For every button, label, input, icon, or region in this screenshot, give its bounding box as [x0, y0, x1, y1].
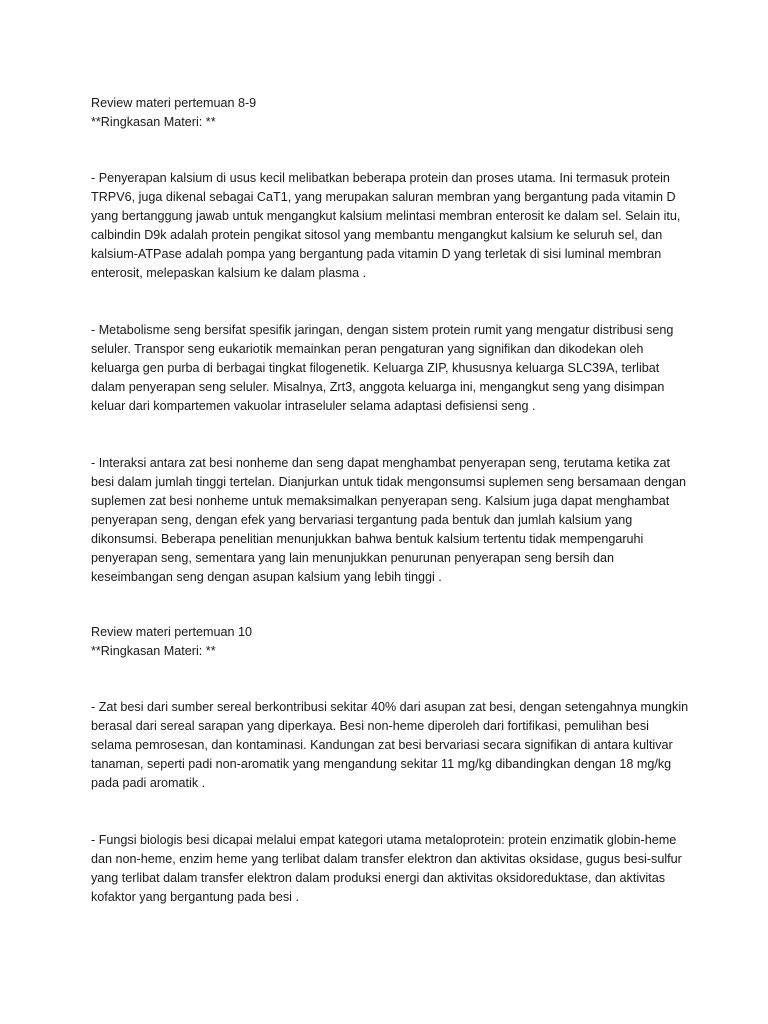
paragraph-iron-zinc-interaction: - Interaksi antara zat besi nonheme dan seng dapat menghambat penyerapan seng, terutama ketika zat besi dalam jumlah tinggi tertelan. Dianjurkan untuk tidak mengonsumsi suplemen seng bersamaan dengan suplemen zat besi nonheme untuk memaksimalkan penyerapan seng. Kalsium juga dapat menghambat penyerapan seng, dengan efek yang bervariasi tergantung pada bentuk dan jumlah kalsium yang dikonsumsi. Beberapa penelitian menunjukkan bahwa bentuk kalsium tertentu tidak mempengaruhi penyerapan seng, sementara yang lain menunjukkan penurunan penyerapan seng bersih dan keseimbangan seng dengan asupan kalsium yang lebih tinggi .	[91, 456, 687, 584]
paragraph-cereal-iron: - Zat besi dari sumber sereal berkontribusi sekitar 40% dari asupan zat besi, dengan setengahnya mungkin berasal dari sereal sarapan yang diperkaya. Besi non-heme diperoleh dari fortifikasi, pemulihan besi selama pemrosesan, dan kontaminasi. Kandungan zat besi bervariasi secara signifikan di antara kultivar tanaman, seperti padi non-aromatik yang mengandung sekitar 11 mg/kg dibandingkan dengan 18 mg/kg pada padi aromatik .	[91, 700, 689, 790]
section-title: Review materi pertemuan 8-9	[91, 96, 257, 110]
section-header	[91, 94, 691, 132]
document-page	[91, 94, 691, 907]
paragraph-zinc-metabolism: - Metabolisme seng bersifat spesifik jaringan, dengan sistem protein rumit yang mengatur distribusi seng seluler. Transpor seng eukariotik memainkan peran pengaturan yang signifikan dan dikodekan oleh keluarga gen purba di berbagai tingkat filogenetik. Keluarga ZIP, khususnya keluarga SLC39A, terlibat dalam penyerapan seng seluler. Misalnya, Zrt3, anggota keluarga ini, mengangkut seng yang disimpan keluar dari kompartemen vakuolar intraseluler selama adaptasi defisiensi seng .	[91, 323, 674, 413]
section-title: Review materi pertemuan 10	[91, 625, 252, 639]
section-header	[91, 623, 691, 661]
paragraph-iron-biological-function: - Fungsi biologis besi dicapai melalui empat kategori utama metaloprotein: protein enzimatik globin-heme dan non-heme, enzim heme yang terlibat dalam transfer elektron dan aktivitas oksidase, gugus besi-sulfur yang terlibat dalam transfer elektron dalam produksi energi dan aktivitas oksidoreduktase, dan aktivitas kofaktor yang bergantung pada besi .	[91, 833, 682, 904]
section-pertemuan-10	[91, 623, 691, 907]
section-subtitle: **Ringkasan Materi: **	[91, 115, 216, 129]
paragraph-kalsium-absorption: - Penyerapan kalsium di usus kecil melibatkan beberapa protein dan proses utama. Ini termasuk protein TRPV6, juga dikenal sebagai CaT1, yang merupakan saluran membran yang bergantung pada vitamin D yang bertanggung jawab untuk mengangkut kalsium melintasi membran enterosit ke dalam sel. Selain itu, calbindin D9k adalah protein pengikat sitosol yang membantu mengangkut kalsium ke seluruh sel, dan kalsium-ATPase adalah pompa yang bergantung pada vitamin D yang terletak di sisi luminal membran enterosit, melepaskan kalsium ke dalam plasma .	[91, 171, 681, 280]
section-subtitle: **Ringkasan Materi: **	[91, 644, 216, 658]
section-pertemuan-8-9	[91, 94, 691, 587]
